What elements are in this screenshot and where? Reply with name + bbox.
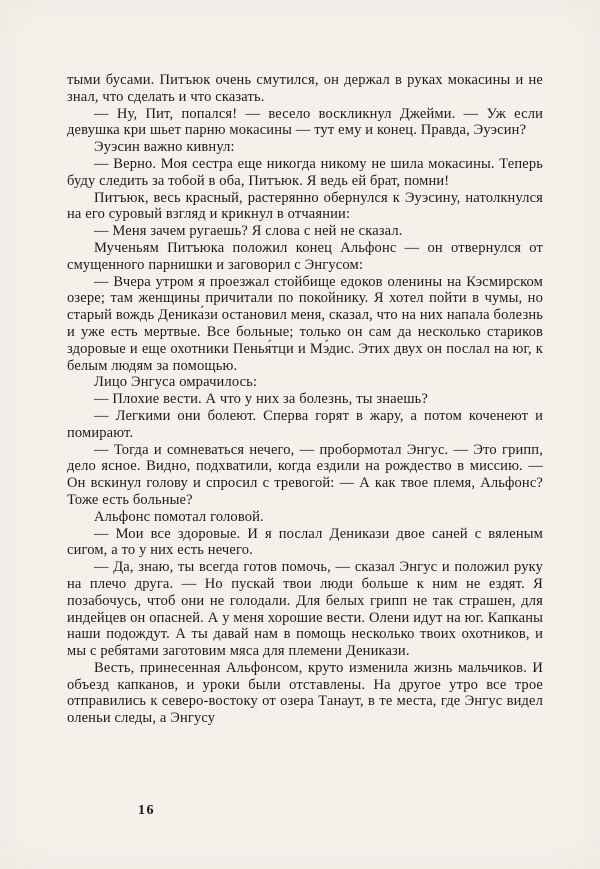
paragraph: Альфонс помотал головой. (94, 508, 264, 525)
paragraph: Эуэсин важно кивнул: (94, 139, 235, 156)
paragraph: — Меня зачем ругаешь? Я слова с ней не сказал. (94, 223, 403, 240)
paragraph: тыми бусами. Питъюк очень смутился, он держал в руках мокасины и не знал, что сделать и что сказать. (67, 72, 543, 105)
paragraph: Мученьям Питъюка положил конец Альфонс — он отвернулся от смущенного парнишки и заговорил с Энгусом: (67, 239, 543, 273)
paragraph: — Да, знаю, ты всегда готов помочь, — сказал Энгус и положил руку на плечо друга. — Но пускай твои люди больше к ним не ездят. Я позабочусь, чтоб они не голодали. Для белых грипп не так страшен, для индейцев он опасней. А у меня хорошие вести. Олени идут на юг. Капканы наши подождут. А ты давай нам в помощь несколько твоих охотников, и мы с ребятами заготовим мяса для племени Деникази. (67, 559, 543, 660)
paragraph: — Ну, Пит, попался! — весело воскликнул Джейми. — Уж если девушка кри шьет парню мокасины — тут ему и конец. Правда, Эуэсин? (67, 105, 543, 139)
paragraph: — Тогда и сомневаться нечего, — пробормотал Энгус. — Это грипп, дело ясное. Видно, подхватили, когда ездили на рождество в миссию. — Он вскинул голову и спросил с тревогой: — А как твое племя, Альфонс? Тоже есть больные? (67, 441, 543, 508)
paragraph: Весть, принесенная Альфонсом, круто изменила жизнь мальчиков. И объезд капканов, и уроки были отставлены. На другое утро все трое отправились к северо-востоку от озера Танаут, в те места, где Энгус видел оленьи следы, а Энгусу (67, 659, 543, 727)
paragraph: — Легкими они болеют. Сперва горят в жару, а потом коченеют и помирают. (67, 407, 543, 441)
paragraph: — Плохие вести. А что у них за болезнь, ты знаешь? (94, 391, 429, 408)
paragraph: — Вчера утром я проезжал стойбище едоков оленины на Кэсмирском озере; там женщины причитали по покойнику. Я хотел пойти в чумы, но старый вождь Деника́зи остановил меня, сказал, что на них напала болезнь и уже есть мертвые. Все больные; только он сам да несколько стариков здоровые и еще охотники Пенья́тци и Мэ́дис. Этих двух он послал на юг, к белым людям за помощью. (67, 273, 543, 374)
text-block (67, 72, 543, 727)
paragraph: Питъюк, весь красный, растерянно обернулся к Эуэсину, натолкнулся на его суровый взгляд и крикнул в отчаянии: (67, 189, 543, 223)
paragraph: — Мои все здоровые. И я послал Деникази двое саней с вяленым сигом, а то у них есть нечего. (67, 525, 543, 559)
page-number: 16 (138, 803, 155, 818)
paragraph: — Верно. Моя сестра еще никогда никому не шила мокасины. Теперь буду следить за тобой в оба, Питъюк. Я ведь ей брат, помни! (67, 155, 543, 189)
paragraph: Лицо Энгуса омрачилось: (94, 374, 258, 391)
